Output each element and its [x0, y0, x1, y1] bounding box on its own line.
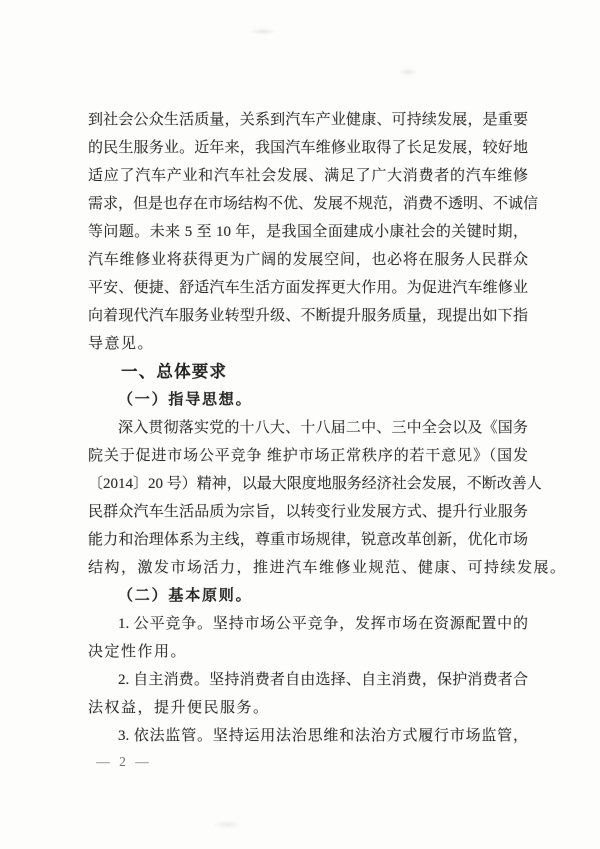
- scan-smudge: [212, 820, 242, 829]
- document-line: 到社会公众生活质量，关系到汽车产业健康、可持续发展，是重要: [88, 112, 528, 128]
- document-line: 向着现代汽车服务业转型升级、不断提升服务质量，现提出如下指: [88, 308, 528, 324]
- document-line: 等问题。未来 5 至 10 年，是我国全面建成小康社会的关键时期，: [88, 224, 528, 240]
- document-line: 需求，但是也存在市场结构不优、发展不规范，消费不透明、不诚信: [88, 196, 539, 212]
- scan-smudge: [250, 28, 276, 35]
- document-line: 〔2014〕20 号）精神，以最大限度地服务经济社会发展，不断改善人: [88, 476, 542, 492]
- text-block: [88, 106, 567, 750]
- document-line: 决定性作用。: [88, 644, 188, 660]
- document-line: 法权益，提升便民服务。: [88, 700, 270, 716]
- document-line: 能力和治理体系为主线，尊重市场规律，锐意改革创新，优化市场: [88, 532, 528, 548]
- document-line: 3. 依法监管。坚持运用法治思维和法治方式履行市场监管，: [118, 728, 528, 744]
- subsection-heading: （二）基本原则。: [118, 588, 253, 604]
- document-line: 2. 自主消费。坚持消费者自由选择、自主消费，保护消费者合: [118, 672, 528, 688]
- document-line: 平安、便捷、舒适汽车生活方面发挥更大作用。为促进汽车维修业: [88, 280, 528, 296]
- document-line: 的民生服务业。近年来，我国汽车维修业取得了长足发展，较好地: [88, 140, 528, 156]
- scan-smudge: [398, 68, 418, 76]
- document-line: 民群众汽车生活品质为宗旨，以转变行业发展方式、提升行业服务: [88, 504, 528, 520]
- document-line: 结构，激发市场活力，推进汽车维修业规范、健康、可持续发展。: [88, 560, 567, 576]
- section-heading: 一、总体要求: [121, 363, 228, 381]
- document-line: 导意见。: [88, 336, 155, 352]
- document-line: 深入贯彻落实党的十八大、十八届二中、三中全会以及《国务: [118, 420, 528, 436]
- document-line: 适应了汽车产业和汽车社会发展、满足了广大消费者的汽车维修: [88, 168, 528, 184]
- document-line: 汽车维修业将获得更为广阔的发展空间，也必将在服务人民群众: [88, 252, 528, 268]
- page-number: — 2 —: [96, 754, 152, 769]
- document-line: 1. 公平竞争。坚持市场公平竞争，发挥市场在资源配置中的: [118, 616, 528, 632]
- subsection-heading: （一）指导思想。: [118, 392, 253, 408]
- document-line: 院关于促进市场公平竞争 维护市场正常秩序的若干意见》（国发: [88, 448, 528, 464]
